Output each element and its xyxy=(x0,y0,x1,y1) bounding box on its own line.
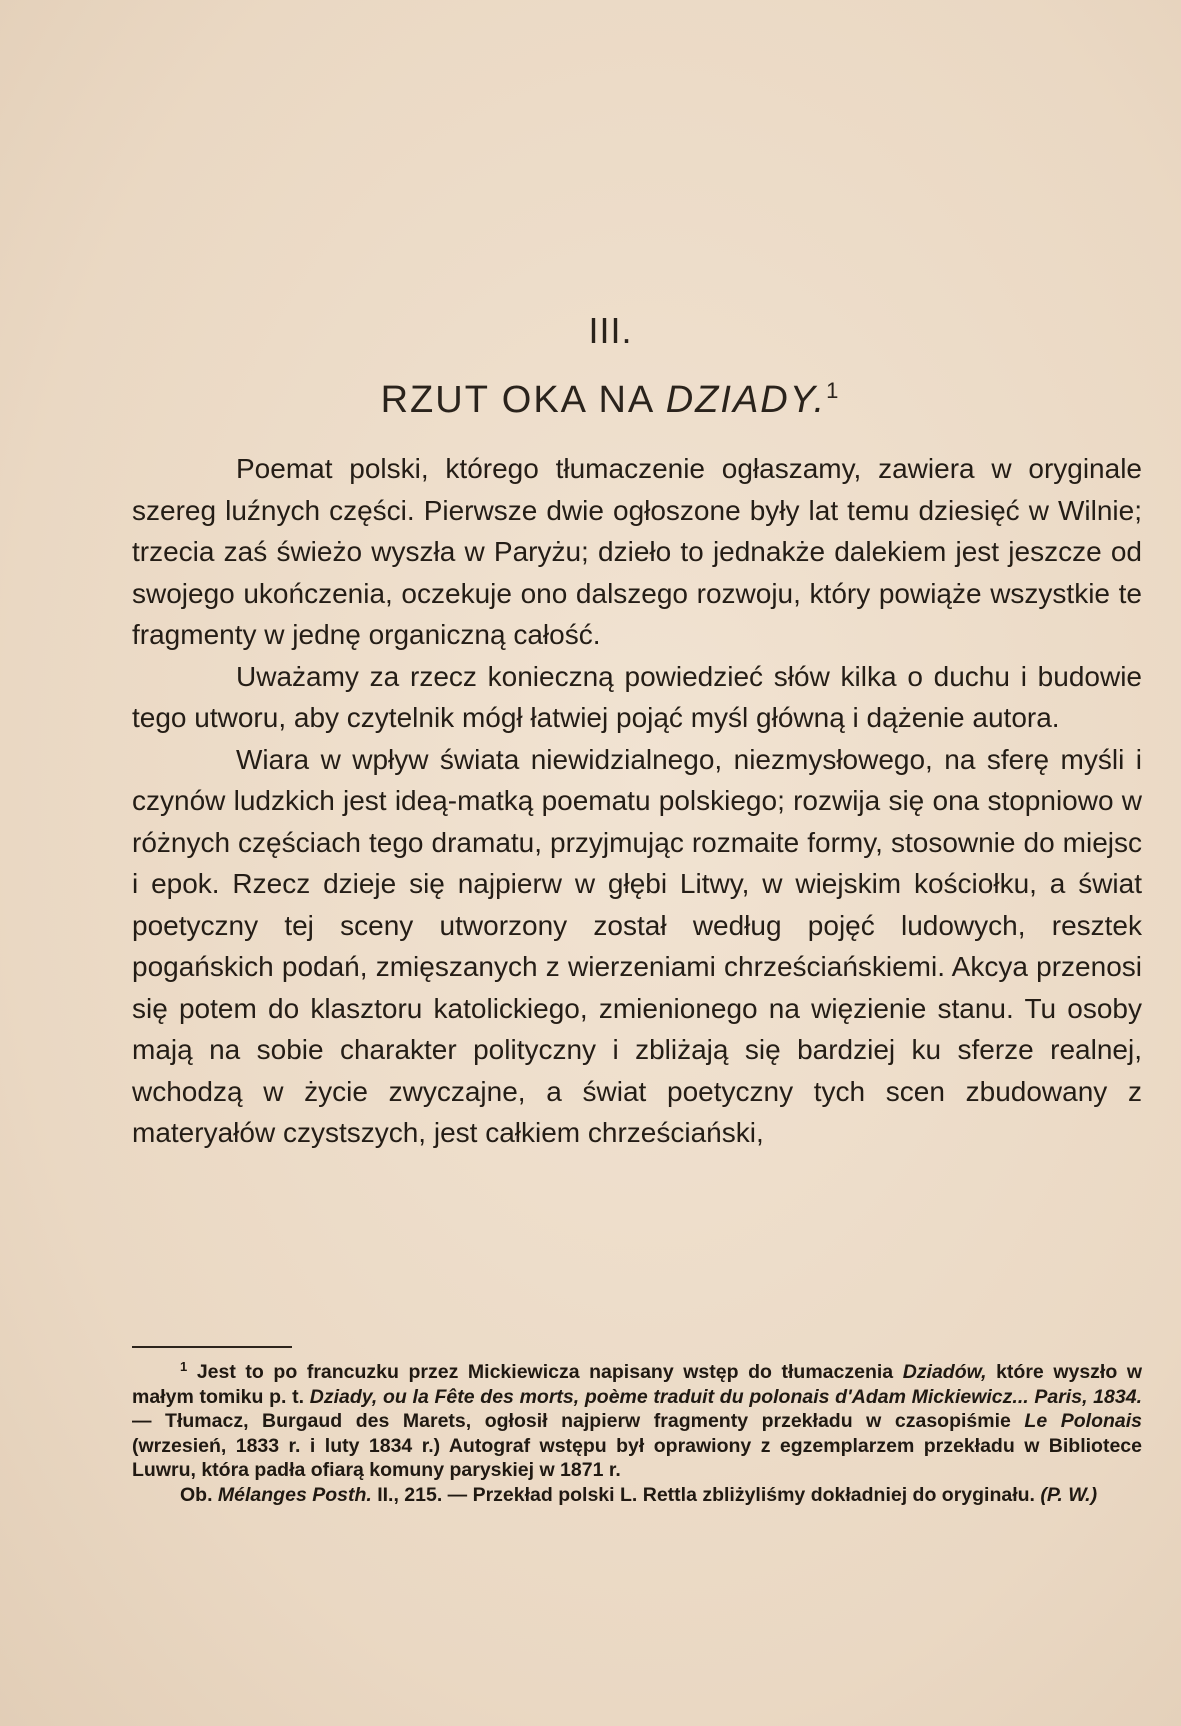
chapter-title-text: RZUT OKA NA xyxy=(380,379,666,421)
footnote-text: Ob. xyxy=(180,1483,218,1506)
footnotes xyxy=(132,1355,1142,1507)
footnote-text: — Tłumacz, Burgaud des Marets, ogłosił najpierw fragmenty przekładu w czasopiśmie xyxy=(132,1410,1025,1432)
chapter-footnote-mark: 1 xyxy=(826,378,841,403)
footnote-italic: (P. W.) xyxy=(1040,1483,1098,1506)
footnote-text: Jest to po francuzku przez Mickiewicza napisany wstęp do tłumaczenia xyxy=(196,1361,903,1383)
footnote-text: (wrzesień, 1833 r. i luty 1834 r.) Autograf wstępu był oprawiony z egzemplarzem przekładu w Bibliotece Luwru, która padła ofiarą komuny paryskiej w 1871 r. xyxy=(132,1434,1142,1481)
paragraph: Poemat polski, którego tłumaczenie ogłaszamy, zawiera w oryginale szereg luźnych części. Pierwsze dwie ogłoszone były lat temu dziesięć w Wilnie; trzecia zaś świeżo wyszła w Paryżu; dzieło to jednakże dalekiem jest jeszcze od swojego ukończenia, oczekuje ono dalszego rozwoju, który powiąże wszystkie te fragmenty w jednę organiczną całość. xyxy=(132,453,1142,650)
footnote-mark: 1 xyxy=(180,1359,188,1374)
footnote-italic: Dziadów, xyxy=(902,1361,987,1383)
footnote-text: II., 215. — Przekład polski L. Rettla zbliżyliśmy dokładniej do oryginału. xyxy=(371,1483,1041,1506)
body-text xyxy=(132,448,1142,1154)
chapter-title xyxy=(20,378,1181,422)
chapter-number: III. xyxy=(588,310,633,351)
footnote-italic: Dziady, ou la Fête des morts, poème traduit du polonais d'Adam Mickiewicz... Paris, 1834. xyxy=(309,1385,1142,1408)
footnote-1 xyxy=(132,1355,1142,1483)
chapter-title-italic: DZIADY. xyxy=(665,379,827,421)
footnote-italic: Le Polonais xyxy=(1024,1410,1142,1432)
footnote-text: które wyszło w małym tomiku p. t. xyxy=(132,1361,1143,1408)
footnote-italic: Mélanges Posth. xyxy=(217,1483,372,1506)
paragraph: Wiara w wpływ świata niewidzialnego, niezmysłowego, na sferę myśli i czynów ludzkich jest ideą-matką poematu polskiego; rozwija się ona stopniowo w różnych częściach tego dramatu, przyjmując rozmaite formy, stosownie do miejsc i epok. Rzecz dzieje się najpierw w głębi Litwy, w wiejskim kościołku, a świat poetyczny tej sceny utworzony został według pojęć ludowych, resztek pogańskich podań, zmięszanych z wierzeniami chrześciańskiemi. Akcya przenosi się potem do klasztoru katolickiego, zmienionego na więzienie stanu. Tu osoby mają na sobie charakter polityczny i zbliżają się bardziej ku sferze realnej, wchodzą w życie zwyczajne, a świat poetyczny tych scen zbudowany z materyałów czystszych, jest całkiem chrześciański, xyxy=(132,743,1142,1148)
footnote-divider xyxy=(132,1346,292,1348)
paragraph: Uważamy za rzecz konieczną powiedzieć słów kilka o duchu i budowie tego utworu, aby czytelnik mógł łatwiej pojąć myśl główną i dążenie autora. xyxy=(132,660,1142,733)
footnote-2 xyxy=(132,1483,1142,1508)
